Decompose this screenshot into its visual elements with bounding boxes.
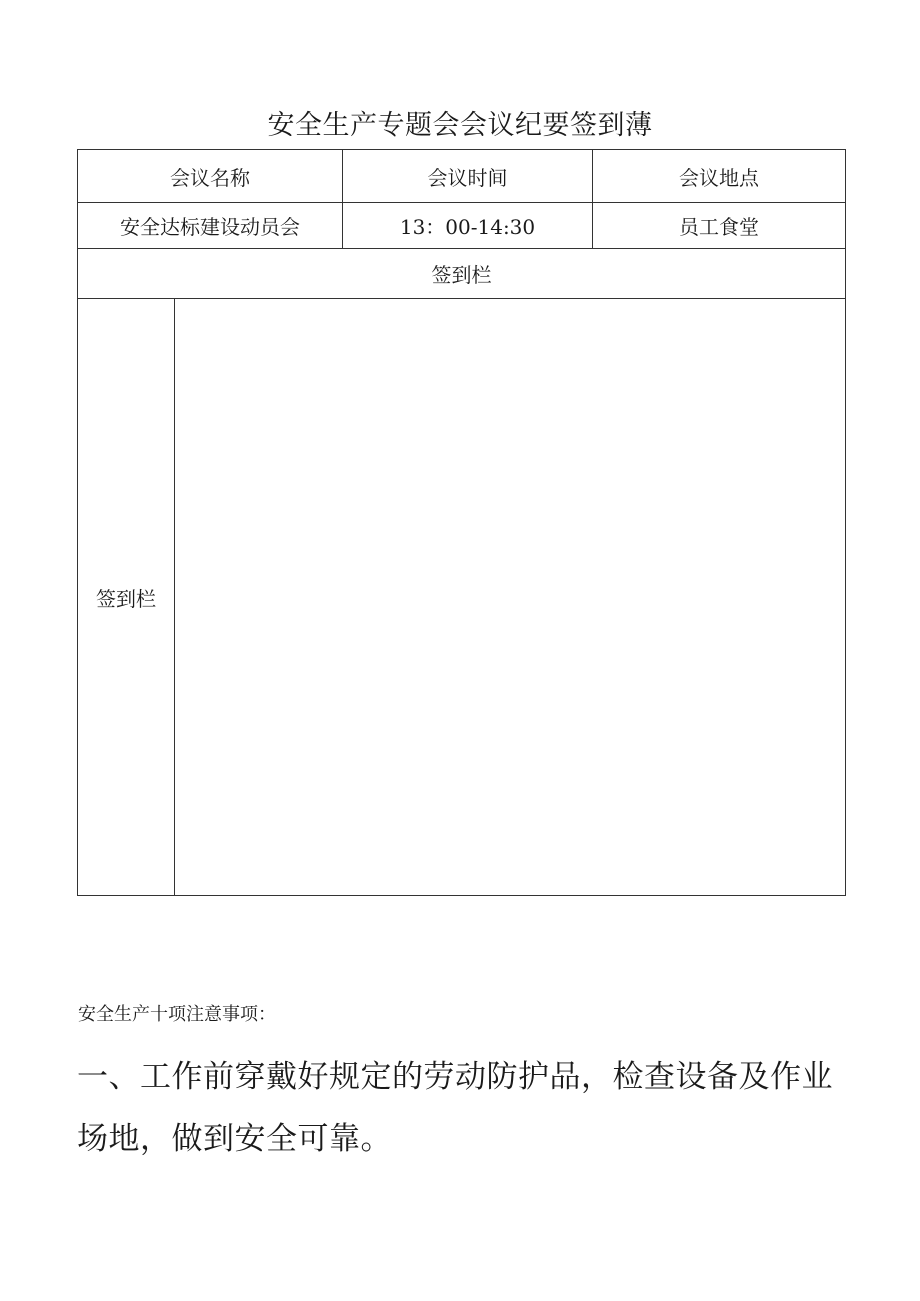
header-meeting-location: 会议地点 <box>593 150 846 203</box>
notes-heading: 安全生产十项注意事项： <box>78 1004 276 1025</box>
sign-row-label: 签到栏 <box>78 299 175 896</box>
sign-section-label: 签到栏 <box>78 249 846 299</box>
meeting-name-value: 安全达标建设动员会 <box>78 203 343 249</box>
table-section-row <box>78 249 846 299</box>
table-info-row <box>78 203 846 249</box>
notes-item-1: 一、工作前穿戴好规定的劳动防护品，检查设备及作业场地，做到安全可靠。 <box>77 1059 833 1157</box>
header-meeting-name: 会议名称 <box>78 150 343 203</box>
sign-in-table <box>77 149 846 896</box>
table-header-row <box>78 150 846 203</box>
meeting-location-value: 员工食堂 <box>593 203 846 249</box>
header-meeting-time: 会议时间 <box>343 150 593 203</box>
table-sign-row <box>78 299 846 896</box>
meeting-time-value: 13：00-14:30 <box>343 203 593 249</box>
signature-area[interactable] <box>175 299 846 896</box>
document-title: 安全生产专题会会议纪要签到薄 <box>267 110 653 141</box>
